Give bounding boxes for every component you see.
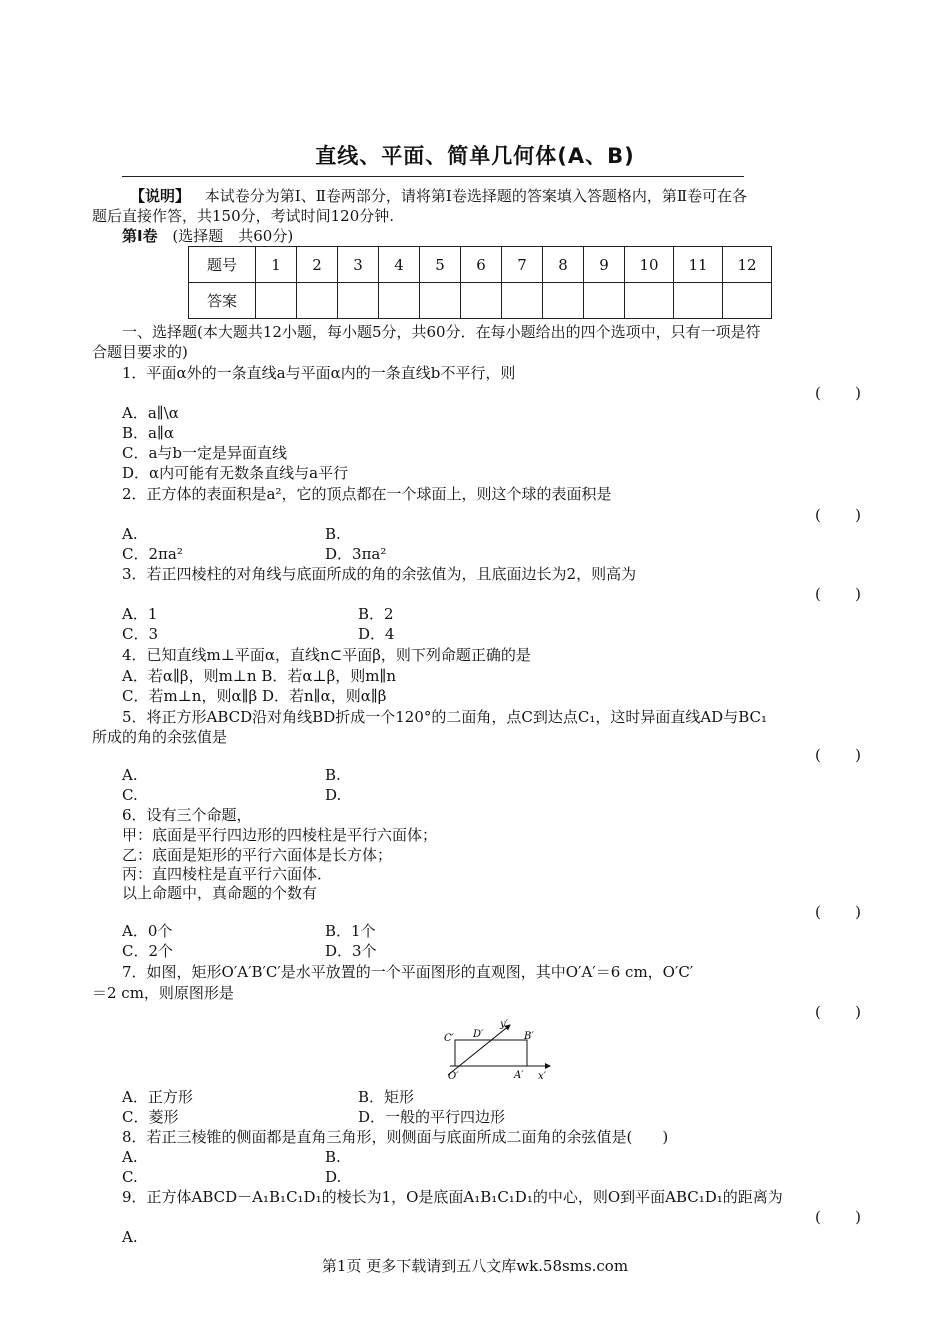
q2-option-c: C．2πa² xyxy=(122,545,183,563)
part1-desc: (选择题 共60分) xyxy=(172,227,294,245)
q6-ask: 以上命题中，真命题的个数有 xyxy=(122,884,318,902)
q8-option-c: C. xyxy=(122,1168,138,1186)
q7-answer-paren xyxy=(815,1002,861,1022)
answer-cell[interactable] xyxy=(502,283,543,319)
q3-option-a: A．1 xyxy=(122,605,158,623)
number-cell: 5 xyxy=(420,247,461,283)
part1-heading xyxy=(122,226,293,246)
answer-cell[interactable] xyxy=(723,283,772,319)
number-cell: 9 xyxy=(584,247,625,283)
q9-option-a: A. xyxy=(122,1228,138,1246)
section1-line1: 一、选择题(本大题共12小题，每小题5分，共60分．在每小题给出的四个选项中，只有一项是符 xyxy=(122,323,761,341)
q6-answer-paren xyxy=(815,902,861,922)
section1-line2: 合题目要求的) xyxy=(92,343,188,361)
q3-answer-paren xyxy=(815,584,861,604)
q5-option-b: B. xyxy=(325,766,341,784)
q5-option-a: A. xyxy=(122,766,138,784)
q9-answer-paren xyxy=(815,1207,861,1227)
paren-close: ) xyxy=(855,506,861,524)
answer-header: 答案 xyxy=(189,283,256,319)
part1-label: 第Ⅰ卷 xyxy=(122,227,158,245)
number-cell: 12 xyxy=(723,247,772,283)
q1-option-d: D．α内可能有无数条直线与a平行 xyxy=(122,464,349,482)
page-footer: 第1页 更多下载请到五八文库wk.58sms.com xyxy=(321,1257,629,1275)
answer-cell[interactable] xyxy=(584,283,625,319)
number-cell: 6 xyxy=(461,247,502,283)
title-divider xyxy=(122,176,744,177)
intro-text1: 本试卷分为第Ⅰ、Ⅱ卷两部分，请将第Ⅰ卷选择题的答案填入答题格内，第Ⅱ卷可在各 xyxy=(204,187,748,205)
number-cell: 4 xyxy=(379,247,420,283)
intro-label: 【说明】 xyxy=(130,187,191,205)
q2-option-b: B. xyxy=(325,525,341,543)
q5-option-d: D. xyxy=(325,786,342,804)
paren-open: ( xyxy=(815,384,821,402)
number-cell: 8 xyxy=(543,247,584,283)
page-title: 直线、平面、简单几何体(A、B) xyxy=(315,144,635,168)
q7-option-b: B．矩形 xyxy=(358,1088,415,1106)
paren-close: ) xyxy=(855,585,861,603)
q6-option-b: B．1个 xyxy=(325,922,376,940)
paren-open: ( xyxy=(815,903,821,921)
paren-close: ) xyxy=(855,1208,861,1226)
q8-stem: 8．若正三棱锥的侧面都是直角三角形，则侧面与底面所成二面角的余弦值是( ) xyxy=(122,1128,669,1146)
paren-close: ) xyxy=(855,746,861,764)
paren-close: ) xyxy=(855,384,861,402)
paren-open: ( xyxy=(815,1208,821,1226)
label-b: B′ xyxy=(524,1031,534,1042)
number-header: 题号 xyxy=(189,247,256,283)
paren-close: ) xyxy=(855,903,861,921)
q6-statement-yi: 乙：底面是矩形的平行六面体是长方体； xyxy=(122,846,393,864)
number-cell: 11 xyxy=(674,247,723,283)
q6-option-d: D．3个 xyxy=(325,942,377,960)
intro-line1 xyxy=(130,186,747,206)
answer-cell[interactable] xyxy=(461,283,502,319)
q5-option-c: C. xyxy=(122,786,138,804)
answer-cell[interactable] xyxy=(674,283,723,319)
q7-stem-line2: ＝2 cm，则原图形是 xyxy=(92,984,234,1002)
q7-figure xyxy=(440,1015,560,1085)
paren-open: ( xyxy=(815,746,821,764)
q4-stem: 4．已知直线m⊥平面α，直线n⊂平面β，则下列命题正确的是 xyxy=(122,646,531,664)
number-cell: 10 xyxy=(625,247,674,283)
q6-option-a: A．0个 xyxy=(122,922,173,940)
q1-stem: 1．平面α外的一条直线a与平面α内的一条直线b不平行，则 xyxy=(122,364,516,382)
q3-option-c: C．3 xyxy=(122,625,159,643)
q2-answer-paren xyxy=(815,505,861,525)
q1-option-b: B．a∥α xyxy=(122,424,175,442)
q4-options-cd: C．若m⊥n，则α∥β D．若n∥α，则α∥β xyxy=(122,687,387,705)
q8-option-b: B. xyxy=(325,1148,341,1166)
answer-table-number-row xyxy=(189,247,772,283)
paren-open: ( xyxy=(815,585,821,603)
q3-option-d: D．4 xyxy=(358,625,395,643)
q7-option-a: A．正方形 xyxy=(122,1088,193,1106)
q2-stem: 2．正方体的表面积是a²，它的顶点都在一个球面上，则这个球的表面积是 xyxy=(122,485,612,503)
label-y: y′ xyxy=(500,1019,508,1030)
number-cell: 3 xyxy=(338,247,379,283)
q7-stem-line1: 7．如图，矩形O′A′B′C′是水平放置的一个平面图形的直观图，其中O′A′＝6 cm，O′C′ xyxy=(122,963,694,981)
rectangle xyxy=(455,1040,527,1066)
label-c: C′ xyxy=(444,1033,454,1044)
q2-option-d: D．3πa² xyxy=(325,545,387,563)
q7-option-d: D．一般的平行四边形 xyxy=(358,1108,506,1126)
q7-option-c: C．菱形 xyxy=(122,1108,179,1126)
label-x: x′ xyxy=(538,1071,546,1082)
q5-stem-line2: 所成的角的余弦值是 xyxy=(92,728,228,746)
number-cell: 1 xyxy=(256,247,297,283)
answer-cell[interactable] xyxy=(543,283,584,319)
answer-table xyxy=(188,246,772,319)
label-a: A′ xyxy=(514,1070,524,1081)
q5-answer-paren xyxy=(815,745,861,765)
answer-cell[interactable] xyxy=(420,283,461,319)
paren-open: ( xyxy=(815,1003,821,1021)
answer-cell[interactable] xyxy=(379,283,420,319)
paren-close: ) xyxy=(855,1003,861,1021)
q1-option-a: A．a∥\α xyxy=(122,404,179,422)
q8-option-a: A. xyxy=(122,1148,138,1166)
q6-option-c: C．2个 xyxy=(122,942,174,960)
label-o: O′ xyxy=(448,1071,459,1082)
q1-option-c: C．a与b一定是异面直线 xyxy=(122,444,288,462)
q6-statement-jia: 甲：底面是平行四边形的四棱柱是平行六面体； xyxy=(122,826,438,844)
q3-stem: 3．若正四棱柱的对角线与底面所成的角的余弦值为，且底面边长为2，则高为 xyxy=(122,565,637,583)
q8-option-d: D. xyxy=(325,1168,342,1186)
answer-cell[interactable] xyxy=(338,283,379,319)
q6-statement-bing: 丙：直四棱柱是直平行六面体． xyxy=(122,865,333,883)
q6-stem: 6．设有三个命题， xyxy=(122,806,252,824)
answer-cell[interactable] xyxy=(256,283,297,319)
q4-options-ab: A．若α∥β，则m⊥n B．若α⊥β，则m∥n xyxy=(122,667,397,685)
label-d: D′ xyxy=(473,1029,484,1040)
q5-stem-line1: 5．将正方形ABCD沿对角线BD折成一个120°的二面角，点C到达点C₁，这时异面直线AD与BC₁ xyxy=(122,708,767,726)
paren-open: ( xyxy=(815,506,821,524)
answer-cell[interactable] xyxy=(625,283,674,319)
number-cell: 7 xyxy=(502,247,543,283)
q2-option-a: A. xyxy=(122,525,138,543)
intro-line2: 题后直接作答，共150分，考试时间120分钟. xyxy=(92,207,395,225)
number-cell: 2 xyxy=(297,247,338,283)
q9-stem: 9．正方体ABCD－A₁B₁C₁D₁的棱长为1，O是底面A₁B₁C₁D₁的中心，则O到平面ABC₁D₁的距离为 xyxy=(122,1188,783,1206)
q3-option-b: B．2 xyxy=(358,605,394,623)
q1-answer-paren xyxy=(815,383,861,403)
answer-cell[interactable] xyxy=(297,283,338,319)
answer-table-answer-row xyxy=(189,283,772,319)
